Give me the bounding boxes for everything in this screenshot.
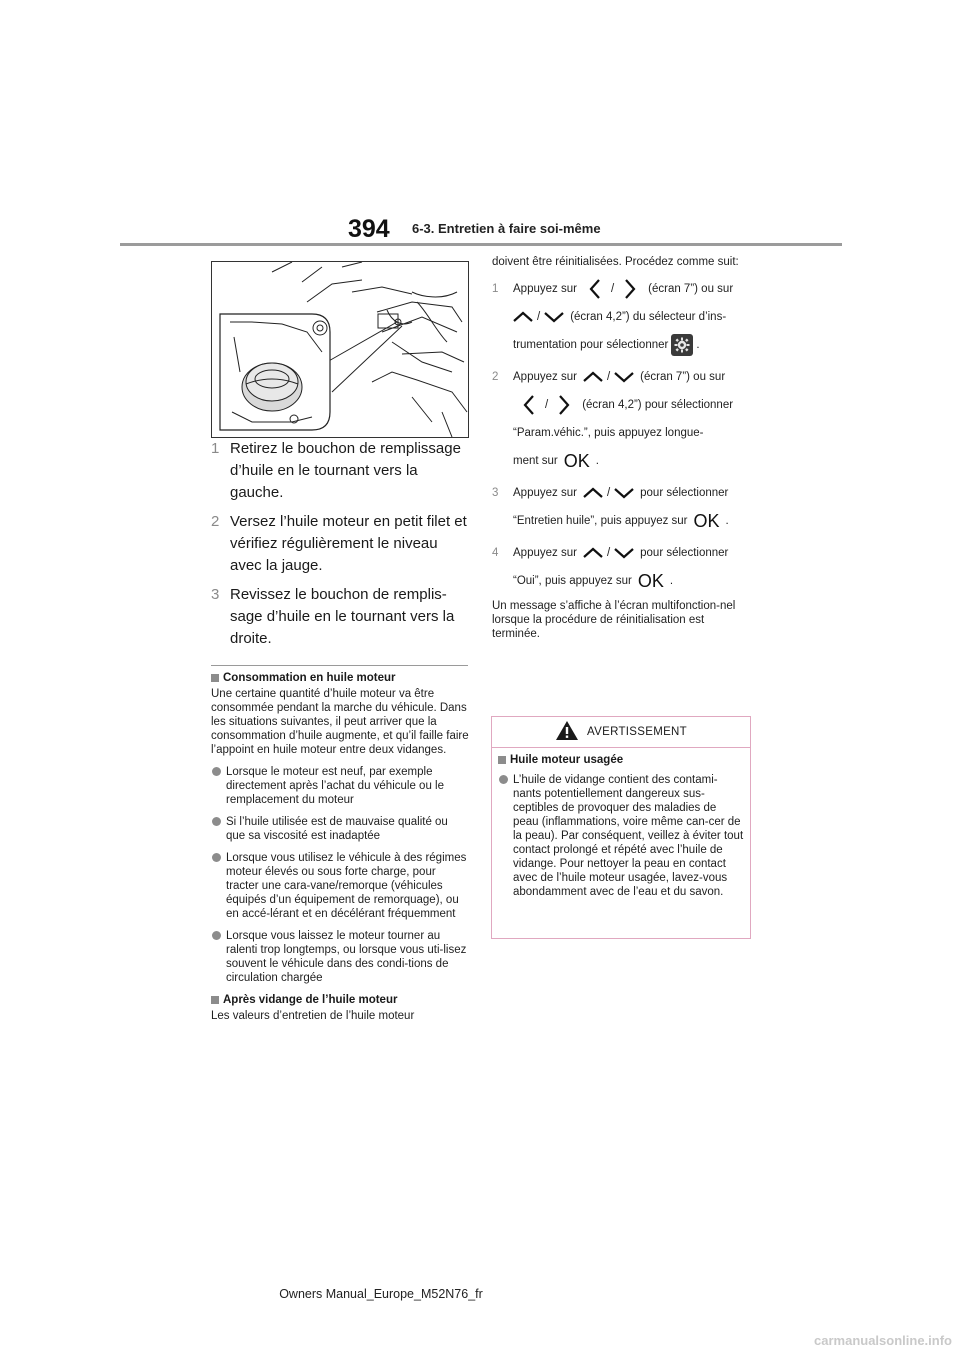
step-text: Appuyez sur [513,283,577,295]
step-number: 4 [492,547,499,559]
step-text: pour sélectionner [640,547,729,559]
warning-heading-text: Huile moteur usagée [510,754,624,766]
after-change-text: Les valeurs d’entretien de l’huile moteur [211,1010,415,1022]
slash-separator: / [606,487,611,499]
step-text: Appuyez sur [513,371,577,383]
step-item [211,511,473,577]
page-number: 394 [348,215,390,243]
step-text: trumentation pour sélectionner [513,339,669,351]
step-text: “Param.véhic.”, puis appuyez longue- [513,427,704,439]
chevron-up-icon [583,541,603,565]
watermark-logo: carmanualsonline.info [814,1333,952,1348]
page-footer [0,1287,960,1301]
step-number: 2 [211,513,220,530]
engine-bay-drawing [212,262,468,437]
step-text: Retirez le bouchon de remplissage d’huile en le tournant vers la gauche. [230,440,461,501]
list-item [211,929,469,985]
list-item-text: Lorsque le moteur est neuf, par exemple directement après l’achat du véhicule ou le remplacement du moteur [226,766,444,806]
circle-bullet-icon [212,853,221,862]
step-number: 1 [492,283,499,295]
list-item-text: Lorsque vous laissez le moteur tourner au ralenti trop longtemps, ou lorsque vous uti-lisez souvent le véhicule dans des condi-tions de circulation chargée [226,930,467,984]
warning-header [492,717,750,748]
chevron-up-icon [513,305,533,329]
circle-bullet-icon [499,775,508,784]
step-text: . [696,339,700,351]
slash-separator: / [606,371,611,383]
after-change-heading [211,993,469,1007]
ok-button-icon: OK [637,571,664,591]
step-number: 3 [492,487,499,499]
slash-separator: / [606,547,611,559]
reset-closing: Un message s’affiche à l’écran multifonction-nel lorsque la procédure de réinitialisation est terminée. [492,600,736,640]
list-item-text: Si l’huile utilisée est de mauvaise qualité ou que sa viscosité est inadaptée [226,816,448,842]
section-divider [211,665,468,666]
list-item [211,815,469,843]
step-text: (écran 7”) ou sur [640,371,726,383]
after-change-heading-text: Après vidange de l’huile moteur [223,994,398,1006]
reset-step-2 [492,363,754,475]
slash-separator: / [537,311,541,323]
step-text: Versez l’huile moteur en petit filet et vérifiez régulièrement le niveau avec la jauge. [230,513,467,574]
section-title: 6-3. Entretien à faire soi-même [412,221,601,236]
chevron-right-icon [554,393,574,417]
chevron-left-icon [519,393,539,417]
reset-intro: doivent être réinitialisées. Procédez comme suit: [492,256,739,268]
chevron-left-icon [585,277,605,301]
list-item [211,851,469,921]
chevron-down-icon [544,305,564,329]
step-text: (écran 4,2”) du sélecteur d’ins- [570,311,727,323]
warning-triangle-icon [555,720,579,744]
step-number: 2 [492,371,499,383]
warning-box [491,716,751,939]
warning-title: AVERTISSEMENT [587,726,687,738]
step-text: (écran 4,2”) pour sélectionner [582,399,734,411]
warning-heading [498,753,744,767]
step-text: ment sur [513,455,558,467]
chevron-down-icon [614,365,634,389]
step-text: Appuyez sur [513,487,577,499]
chevron-up-icon [583,481,603,505]
warning-item [498,773,744,899]
warning-text: L’huile de vidange contient des contami-nants potentiellement dangereux sus-ceptibles de provoquer des maladies de peau (inflammations, voire même can-cer de la peau). Par conséquent, veillez à éviter tout contact prolongé et répété avec l’huile de vidange. Pour nettoyer la peau en contact avec de l’huile moteur usagée, lavez-vous abondamment avec de l’eau et du savon. [513,774,744,898]
square-bullet-icon [498,756,506,764]
step-text: “Entretien huile”, puis appuyez sur [513,515,688,527]
step-item [211,584,473,650]
settings-gear-icon [671,334,693,356]
header-rule [120,243,842,246]
consumption-section [211,671,469,1031]
step-text: . [669,575,674,587]
consumption-heading-text: Consommation en huile moteur [223,672,396,684]
chevron-up-icon [583,365,603,389]
ok-button-icon: OK [563,451,590,471]
step-item [211,438,473,504]
chevron-down-icon [614,541,634,565]
step-text: pour sélectionner [640,487,729,499]
consumption-heading [211,671,469,685]
step-text: . [595,455,599,467]
step-text: Revissez le bouchon de remplis-sage d’huile en le tournant vers la droite. [230,586,455,647]
chevron-down-icon [614,481,634,505]
chevron-right-icon [620,277,640,301]
slash-separator: / [610,283,615,295]
circle-bullet-icon [212,931,221,940]
reset-step-1 [492,275,754,359]
step-number: 1 [211,440,220,457]
consumption-intro: Une certaine quantité d’huile moteur va être consommée pendant la marche du véhicule. Dans les situations suivantes, il peut arriver que la consommation d’huile augmente, et qu’il faille faire l’appoint en huile moteur entre deux vidanges. [211,688,469,756]
list-item-text: Lorsque vous utilisez le véhicule à des régimes moteur élevés ou sous forte charge, pour tracter une cara-vane/remorque (véhicules équipés d’un équipement de remorquage), ou en accé-lérant et en décélérant fréquemment [226,852,467,920]
circle-bullet-icon [212,767,221,776]
oil-cap-illustration [211,261,469,438]
step-text: “Oui”, puis appuyez sur [513,575,632,587]
list-item [211,765,469,807]
reset-step-3 [492,479,754,535]
filling-steps [211,438,473,657]
square-bullet-icon [211,996,219,1004]
step-number: 3 [211,586,220,603]
step-text: (écran 7”) ou sur [648,283,734,295]
step-text: Appuyez sur [513,547,577,559]
ok-button-icon: OK [693,511,720,531]
footer-text: Owners Manual_Europe_M52N76_fr [279,1287,483,1301]
slash-separator: / [545,399,549,411]
square-bullet-icon [211,674,219,682]
reset-procedure [492,255,754,649]
circle-bullet-icon [212,817,221,826]
reset-step-4 [492,539,754,595]
step-text: . [725,515,729,527]
